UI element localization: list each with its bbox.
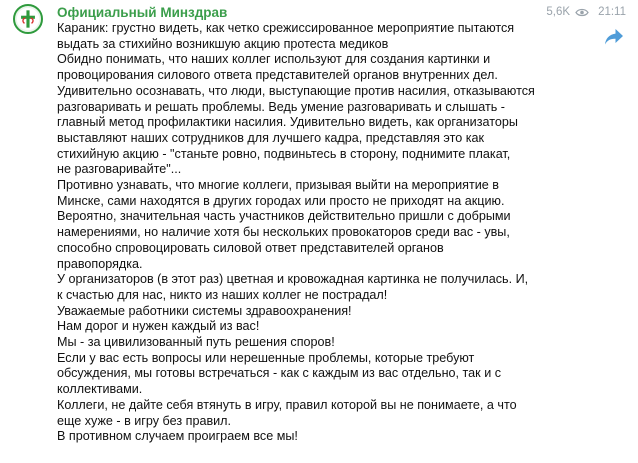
message-line: Нам дорог и нужен каждый из вас! — [57, 319, 260, 334]
post-time: 21:11 — [598, 6, 626, 18]
message-line: выдать за стихийно возникшую акцию протеста медиков — [57, 36, 389, 51]
message-line: обсуждения, мы готовы встречаться - как с каждым из вас отдельно, так и с — [57, 366, 502, 381]
message-text — [57, 21, 597, 445]
message-line: Противно узнавать, что многие коллеги, призывая выйти на мероприятие в — [57, 178, 499, 193]
message-line: способно спровоцировать силовой ответ представителей органов — [57, 240, 444, 255]
share-button[interactable] — [604, 28, 624, 46]
message-line: разговаривать и решать проблемы. Ведь умение разговаривать и слышать - — [57, 99, 505, 114]
minzdrav-logo-icon — [15, 6, 41, 32]
message-line: У организаторов (в этот раз) цветная и кровожадная картинка не получилась. И, — [57, 272, 529, 287]
message-line: Обидно понимать, что наших коллег используют для создания картинки и — [57, 52, 491, 67]
share-arrow-icon — [604, 28, 624, 46]
message-line: выставляют наших сотрудников для лучшего кадра, представляя это как — [57, 130, 485, 145]
channel-avatar[interactable] — [13, 4, 43, 34]
message-line: еще хуже - в игру без правил. — [57, 413, 232, 428]
message-line: Коллеги, не дайте себя втянуть в игру, правил которой вы не понимаете, а что — [57, 397, 517, 412]
message-line: стихийную акцию - "станьте ровно, подвиньтесь в сторону, поднимите плакат, — [57, 146, 511, 161]
views-count: 5,6K — [546, 6, 571, 18]
message-line: В противном случаем проиграем все мы! — [57, 429, 298, 444]
message-line: Уважаемые работники системы здравоохранения! — [57, 303, 352, 318]
message-line: Вероятно, значительная часть участников действительно пришли с добрыми — [57, 209, 511, 224]
message-line: коллективами. — [57, 382, 143, 397]
message-line: Мы - за цивилизованный путь решения споров! — [57, 335, 335, 350]
message-line: к счастью для нас, никто из наших коллег не пострадал! — [57, 287, 388, 302]
message-line: Удивительно осознавать, что люди, выступающие против насилия, отказываются — [57, 83, 535, 98]
message-line: главный метод профилактики насилия. Удивительно видеть, как организаторы — [57, 115, 518, 130]
message-line: намерениями, но наличие хотя бы нескольких провокаторов среди вас - увы, — [57, 225, 510, 240]
message-line: Караник: грустно видеть, как четко срежиссированное мероприятие пытаются — [57, 21, 515, 35]
message-line: Если у вас есть вопросы или нерешенные проблемы, которые требуют — [57, 350, 475, 365]
message-line: правопорядка. — [57, 256, 143, 271]
eye-icon — [575, 8, 589, 17]
message-line: Минске, сами находятся в других городах или просто не приходят на акцию. — [57, 193, 505, 208]
post-meta — [546, 6, 626, 18]
channel-name[interactable]: Официальный Минздрав — [57, 5, 228, 20]
message-line: провоцирования силового ответа представителей органов внутренних дел. — [57, 68, 498, 83]
message-line: не разговаривайте"... — [57, 162, 182, 177]
